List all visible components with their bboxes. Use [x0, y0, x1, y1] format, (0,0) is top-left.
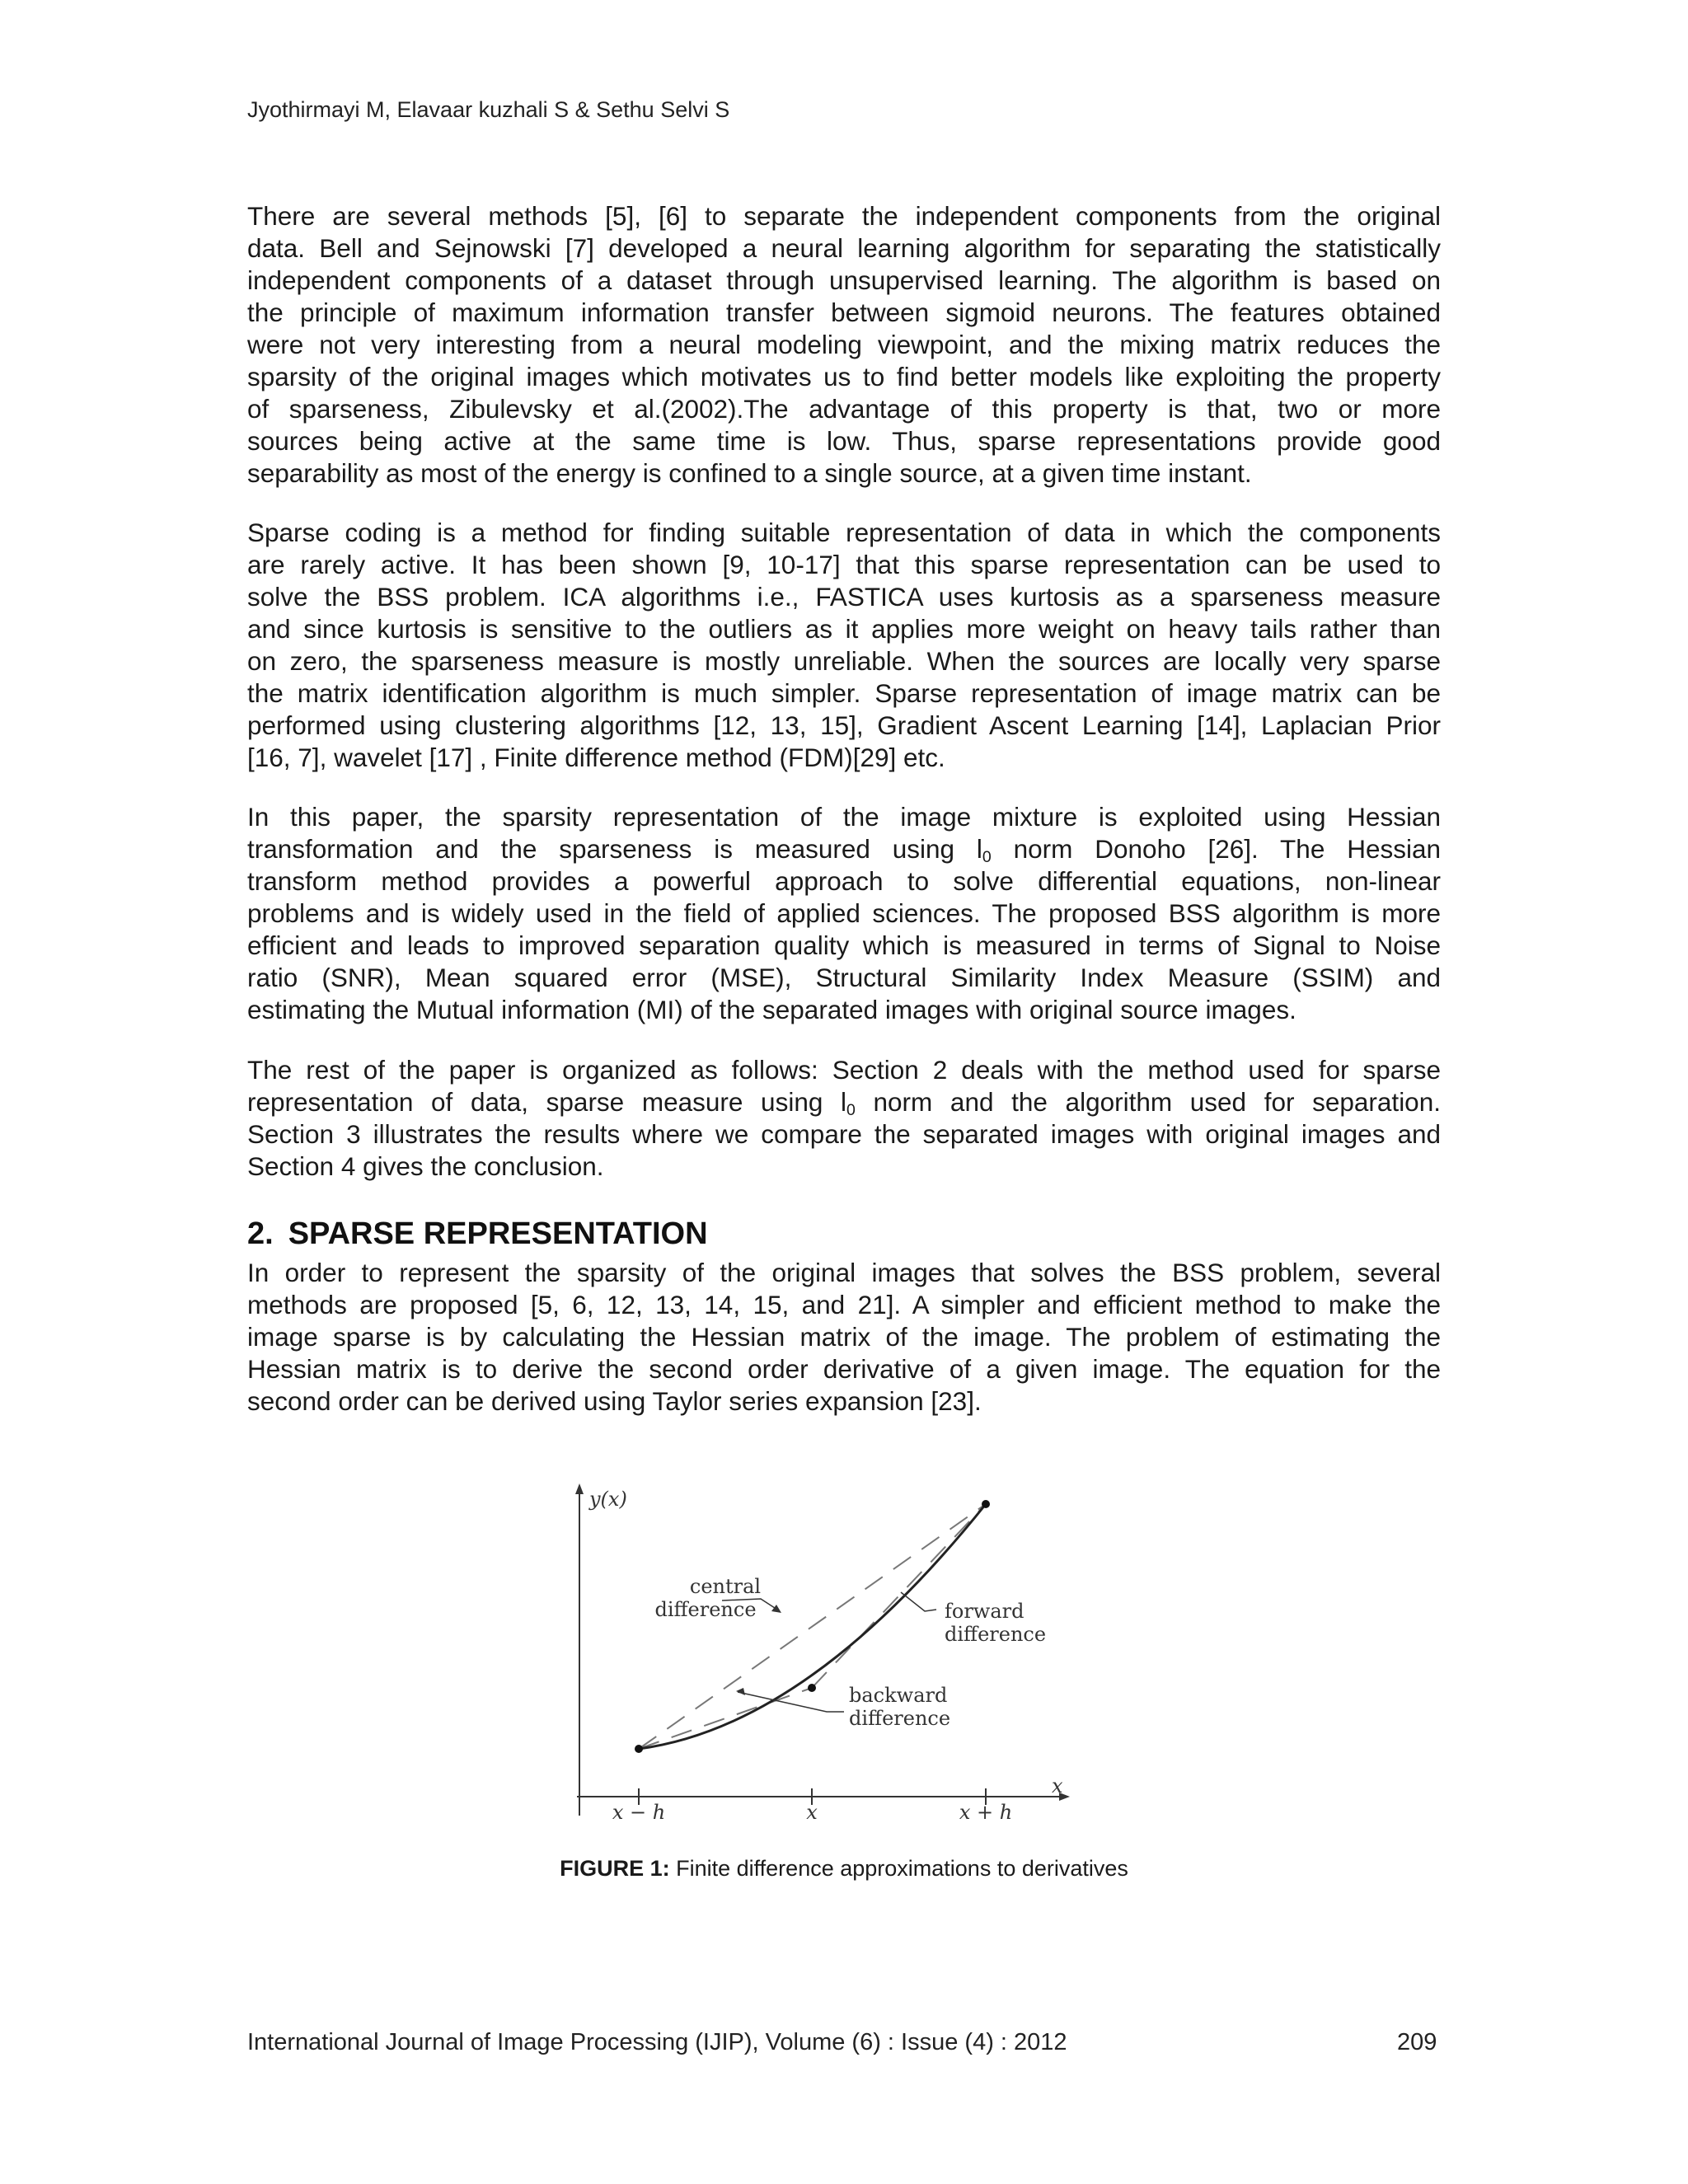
text-line-with-subscript: [247, 833, 1441, 865]
text-segment: norm and the algorithm used for separation.: [855, 1087, 1441, 1117]
text-line: estimating the Mutual information (MI) of the separated images with original source images.: [247, 995, 1296, 1024]
backward-difference-line: [639, 1688, 812, 1749]
text-line: and since kurtosis is sensitive to the outliers as it applies more weight on heavy tails rather than: [247, 614, 1441, 644]
backward-label-line-2: difference: [849, 1707, 951, 1730]
text-line: The rest of the paper is organized as follows: Section 2 deals with the method used for sparse: [247, 1055, 1441, 1085]
figure-caption: [0, 1856, 1688, 1882]
text-line: are rarely active. It has been shown [9, 10-17] that this sparse representation can be used to: [247, 550, 1441, 579]
text-segment: representation of data, sparse measure using l: [247, 1087, 846, 1117]
figure-caption-label: FIGURE 1:: [560, 1856, 670, 1881]
text-segment: transformation and the sparseness is measured using l: [247, 834, 982, 864]
text-line: of sparseness, Zibulevsky et al.(2002).The advantage of this property is that, two or more: [247, 394, 1441, 424]
forward-label-line-2: difference: [945, 1623, 1047, 1646]
text-line: second order can be derived using Taylor series expansion [23].: [247, 1386, 982, 1416]
tick-label-x-minus-h: x − h: [612, 1801, 666, 1824]
running-header: Jyothirmayi M, Elavaar kuzhali S & Sethu Selvi S: [247, 97, 730, 122]
forward-label-line-1: forward: [945, 1600, 1025, 1623]
text-line: ratio (SNR), Mean squared error (MSE), Structural Similarity Index Measure (SSIM) and: [247, 963, 1441, 992]
paragraph-sparse-coding: [247, 517, 1441, 774]
section-heading: [247, 1216, 723, 1252]
paragraph-intro-methods: [247, 200, 1441, 490]
finite-difference-diagram: [560, 1479, 1096, 1834]
text-line: In order to represent the sparsity of the original images that solves the BSS problem, several: [247, 1258, 1441, 1287]
point-x-minus-h: [635, 1745, 643, 1753]
paragraph-sparse-representation: [247, 1257, 1441, 1418]
central-label-line-2: difference: [654, 1598, 757, 1621]
point-x: [808, 1684, 816, 1692]
paragraph-organization: [247, 1054, 1441, 1183]
finite-difference-figure: [560, 1479, 1096, 1834]
text-line: transform method provides a powerful approach to solve differential equations, non-linear: [247, 866, 1441, 896]
text-line: were not very interesting from a neural modeling viewpoint, and the mixing matrix reduces the: [247, 330, 1441, 359]
text-line: problems and is widely used in the field of applied sciences. The proposed BSS algorithm is more: [247, 898, 1441, 928]
subscript: 0: [846, 1100, 856, 1119]
central-label-line-1: central: [689, 1575, 762, 1598]
text-line: performed using clustering algorithms [12, 13, 15], Gradient Ascent Learning [14], Laplacian Prior: [247, 710, 1441, 740]
text-line: [16, 7], wavelet [17] , Finite difference method (FDM)[29] etc.: [247, 743, 945, 772]
text-line: There are several methods [5], [6] to separate the independent components from the original: [247, 201, 1441, 231]
journal-footer: International Journal of Image Processing (IJIP), Volume (6) : Issue (4) : 2012: [247, 2029, 1067, 2055]
text-line: In this paper, the sparsity representation of the image mixture is exploited using Hessian: [247, 802, 1441, 832]
subscript: 0: [982, 847, 992, 866]
figure-caption-text: Finite difference approximations to derivatives: [669, 1856, 1128, 1881]
text-line: sources being active at the same time is low. Thus, sparse representations provide good: [247, 426, 1441, 456]
text-line: independent components of a dataset through unsupervised learning. The algorithm is based on: [247, 265, 1441, 295]
x-axis-label: x: [1052, 1774, 1063, 1797]
text-line: the principle of maximum information transfer between sigmoid neurons. The features obtained: [247, 298, 1441, 327]
y-axis-label: y(x): [589, 1488, 627, 1511]
text-line: solve the BSS problem. ICA algorithms i.e., FASTICA uses kurtosis as a sparseness measure: [247, 582, 1441, 612]
text-line: Section 4 gives the conclusion.: [247, 1151, 604, 1181]
section-title: SPARSE REPRESENTATION: [288, 1216, 708, 1251]
text-line: efficient and leads to improved separation quality which is measured in terms of Signal to Noise: [247, 930, 1441, 960]
section-number: 2.: [247, 1216, 274, 1251]
page-number: 209: [1397, 2029, 1437, 2055]
text-line: separability as most of the energy is confined to a single source, at a given time instant.: [247, 458, 1252, 488]
backward-label-line-1: backward: [849, 1684, 948, 1707]
text-line: sparsity of the original images which motivates us to find better models like exploiting the property: [247, 362, 1441, 391]
backward-leader-arrow: [736, 1688, 745, 1695]
point-x-plus-h: [982, 1500, 990, 1508]
forward-difference-line: [812, 1504, 986, 1688]
tick-label-x-plus-h: x + h: [959, 1801, 1013, 1824]
text-line: the matrix identification algorithm is much simpler. Sparse representation of image matrix can be: [247, 678, 1441, 708]
text-line: data. Bell and Sejnowski [7] developed a neural learning algorithm for separating the statistically: [247, 233, 1441, 263]
text-line: Hessian matrix is to derive the second order derivative of a given image. The equation for the: [247, 1354, 1441, 1384]
text-line: methods are proposed [5, 6, 12, 13, 14, 15, and 21]. A simpler and efficient method to make the: [247, 1290, 1441, 1319]
text-line: image sparse is by calculating the Hessian matrix of the image. The problem of estimating the: [247, 1322, 1441, 1352]
paragraph-this-paper: [247, 801, 1441, 1026]
text-line: Sparse coding is a method for finding suitable representation of data in which the components: [247, 518, 1441, 547]
text-segment: norm Donoho [26]. The Hessian: [991, 834, 1441, 864]
tick-label-x: x: [806, 1801, 818, 1824]
text-line: on zero, the sparseness measure is mostly unreliable. When the sources are locally very sparse: [247, 646, 1441, 676]
y-axis-arrowhead: [575, 1483, 584, 1494]
text-line: Section 3 illustrates the results where we compare the separated images with original images and: [247, 1119, 1441, 1149]
text-line-with-subscript: [247, 1086, 1441, 1118]
central-leader-arrow: [771, 1605, 781, 1613]
